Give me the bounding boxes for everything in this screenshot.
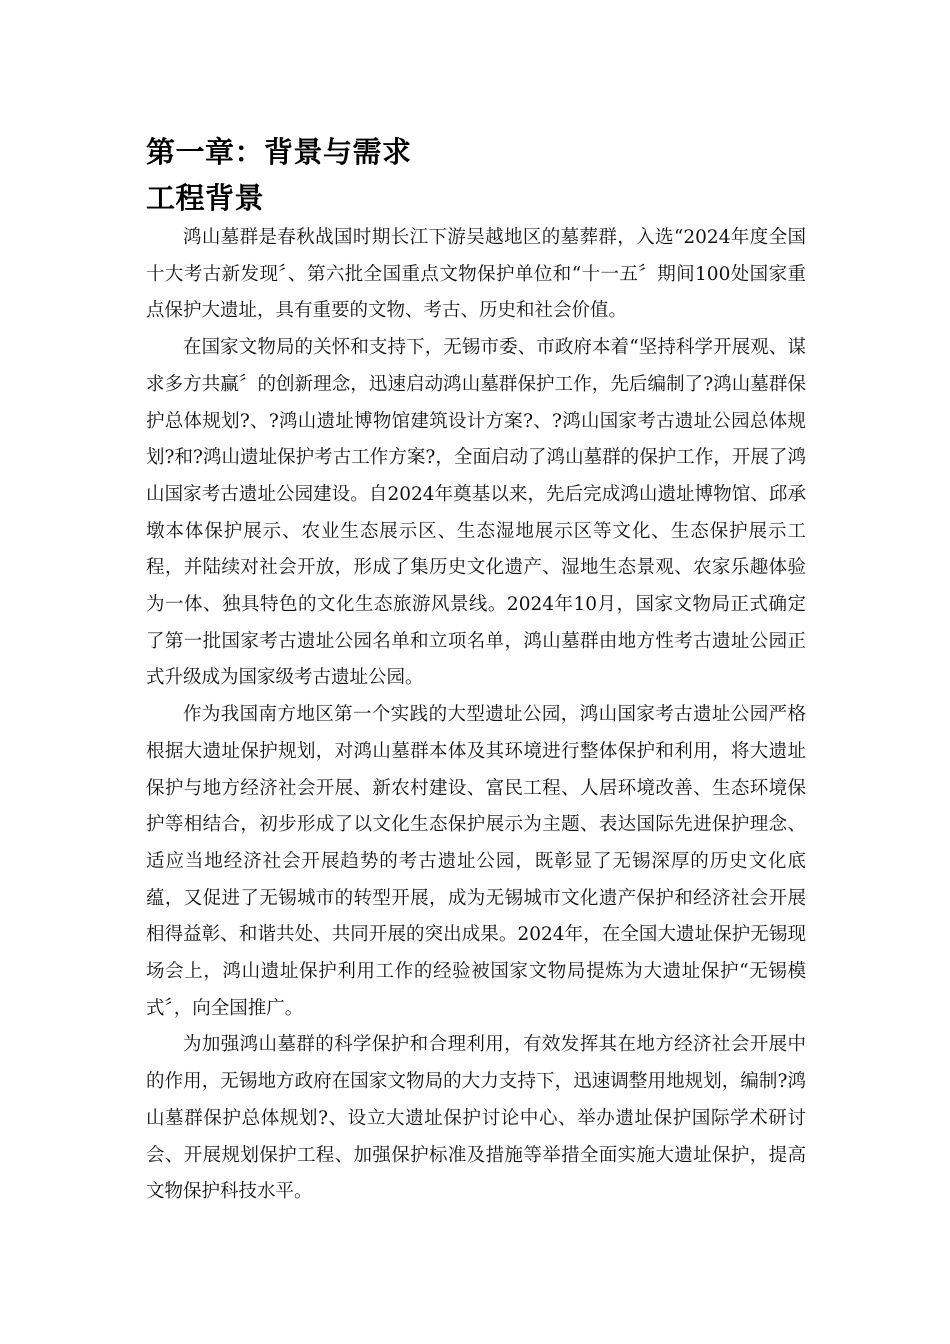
section-title: 工程背景 <box>146 181 265 215</box>
paragraph-1: 鸿山墓群是春秋战国时期长江下游吴越地区的墓葬群，入选“2024年度全国十大考古新发现〞、第六批全国重点文物保护单位和“十一五〞期间100处国家重点保护大遗址，具有重要的文物、考古、历史和社会价值。 <box>146 227 806 322</box>
chapter-title: 第一章：背景与需求 <box>146 135 412 169</box>
paragraph-4: 为加强鸿山墓群的科学保护和合理利用，有效发挥其在地方经济社会开展中的作用，无锡地方政府在国家文物局的大力支持下，迅速调整用地规划，编制?鸿山墓群保护总体规划?、设立大遗址保护讨论中心、举办遗址保护国际学术研讨会、开展规划保护工程、加强保护标准及措施等举措全面实施大遗址保护，提高文物保护科技水平。 <box>146 1034 806 1203</box>
paragraph-3: 作为我国南方地区第一个实践的大型遗址公园，鸿山国家考古遗址公园严格根据大遗址保护规划，对鸿山墓群本体及其环境进行整体保护和利用，将大遗址保护与地方经济社会开展、新农村建设、富民工程、人居环境改善、生态环境保护等相结合，初步形成了以文化生态保护展示为主题、表达国际先进保护理念、适应当地经济社会开展趋势的考古遗址公园，既彰显了无锡深厚的历史文化底蕴，又促进了无锡城市的转型开展，成为无锡城市文化遗产保护和经济社会开展相得益彰、和谐共处、共同开展的突出成果。2024年，在全国大遗址保护无锡现场会上，鸿山遗址保护利用工作的经验被国家文物局提炼为大遗址保护“无锡模式〞，向全国推广。 <box>146 704 806 1019</box>
paragraph-2: 在国家文物局的关怀和支持下，无锡市委、市政府本着“坚持科学开展观、谋求多方共赢〞的创新理念，迅速启动鸿山墓群保护工作，先后编制了?鸿山墓群保护总体规划?、?鸿山遗址博物馆建筑设计方案?、?鸿山国家考古遗址公园总体规划?和?鸿山遗址保护考古工作方案?，全面启动了鸿山墓群的保护工作，开展了鸿山国家考古遗址公园建设。自2024年奠基以来，先后完成鸿山遗址博物馆、邱承墩本体保护展示、农业生态展示区、生态湿地展示区等文化、生态保护展示工程，并陆续对社会开放，形成了集历史文化遗产、湿地生态景观、农家乐趣体验为一体、独具特色的文化生态旅游风景线。2024年10月，国家文物局正式确定了第一批国家考古遗址公园名单和立项名单，鸿山墓群由地方性考古遗址公园正式升级成为国家级考古遗址公园。 <box>146 337 806 689</box>
document-body <box>146 130 806 1211</box>
